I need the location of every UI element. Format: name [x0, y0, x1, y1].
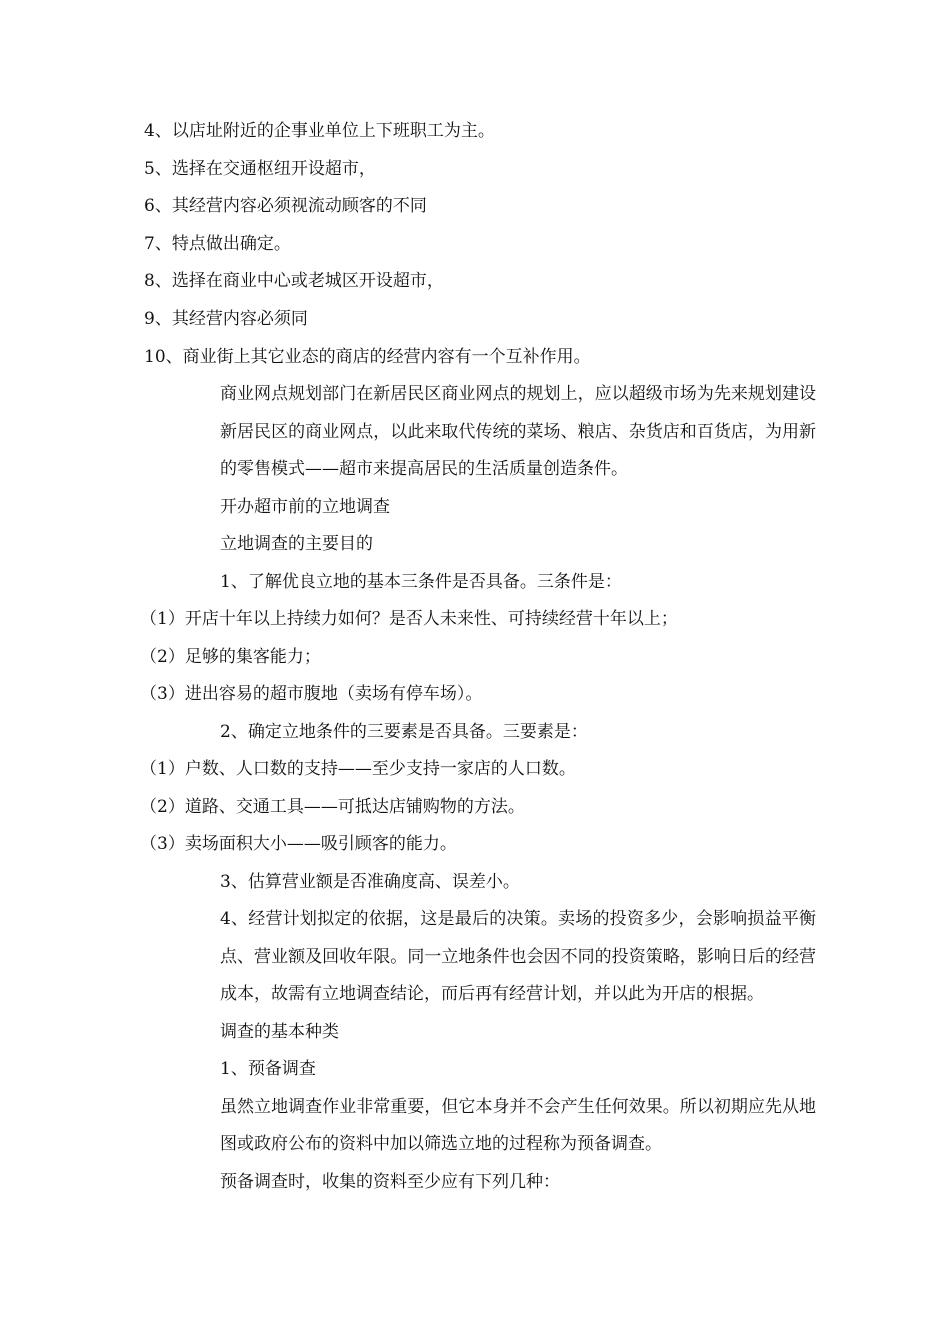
- subheading-survey-types: 调查的基本种类: [220, 1021, 339, 1042]
- element-item-3: （3）卖场面积大小——吸引顾客的能力。: [140, 834, 457, 855]
- preliminary-survey-paragraph: 虽然立地调查作业非常重要，但它本身并不会产生任何效果。所以初期应先从地图或政府公布的资料中加以筛选立地的过程称为预备调查。: [220, 1096, 816, 1155]
- purpose-item-2: 2、确定立地条件的三要素是否具备。三要素是：: [220, 721, 588, 742]
- planning-paragraph: 商业网点规划部门在新居民区商业网点的规划上，应以超级市场为先来规划建设新居民区的商业网点，以此来取代传统的菜场、粮店、杂货店和百货店，为用新的零售模式——超市来提高居民的生活质量创造条件。: [220, 384, 816, 480]
- list-item-10: 10、商业街上其它业态的商店的经营内容有一个互补作用。: [144, 346, 591, 367]
- condition-item-1: （1）开店十年以上持续力如何？是否人未来性、可持续经营十年以上；: [140, 609, 678, 630]
- list-item-7: 7、特点做出确定。: [144, 233, 291, 254]
- purpose-item-4: 4、经营计划拟定的依据，这是最后的决策。卖场的投资多少，会影响损益平衡点、营业额及回收年限。同一立地条件也会因不同的投资策略，影响日后的经营成本，故需有立地调查结论，而后再有经营计划，并以此为开店的根据。: [220, 909, 816, 1005]
- survey-type-1: 1、预备调查: [220, 1059, 316, 1080]
- condition-item-3: （3）进出容易的超市腹地（卖场有停车场）。: [140, 684, 483, 705]
- section-heading-site-survey: 开办超市前的立地调查: [220, 496, 390, 517]
- list-item-9: 9、其经营内容必须同: [144, 308, 308, 329]
- document-body: [140, 113, 816, 1201]
- list-item-5: 5、选择在交通枢纽开设超市，: [144, 158, 376, 179]
- list-item-4: 4、以店址附近的企事业单位上下班职工为主。: [144, 121, 495, 141]
- list-item-8: 8、选择在商业中心或老城区开设超市，: [144, 271, 444, 292]
- element-item-1: （1）户数、人口数的支持——至少支持一家店的人口数。: [140, 759, 576, 780]
- list-item-6: 6、其经营内容必须视流动顾客的不同: [144, 196, 427, 217]
- purpose-item-3: 3、估算营业额是否准确度高、误差小。: [220, 871, 520, 892]
- purpose-item-1: 1、了解优良立地的基本三条件是否具备。三条件是：: [220, 571, 622, 592]
- preliminary-data-intro: 预备调查时，收集的资料至少应有下列几种：: [220, 1171, 560, 1192]
- condition-item-2: （2）足够的集客能力；: [140, 646, 321, 667]
- element-item-2: （2）道路、交通工具——可抵达店铺购物的方法。: [140, 796, 525, 817]
- subheading-survey-purpose: 立地调查的主要目的: [220, 534, 373, 555]
